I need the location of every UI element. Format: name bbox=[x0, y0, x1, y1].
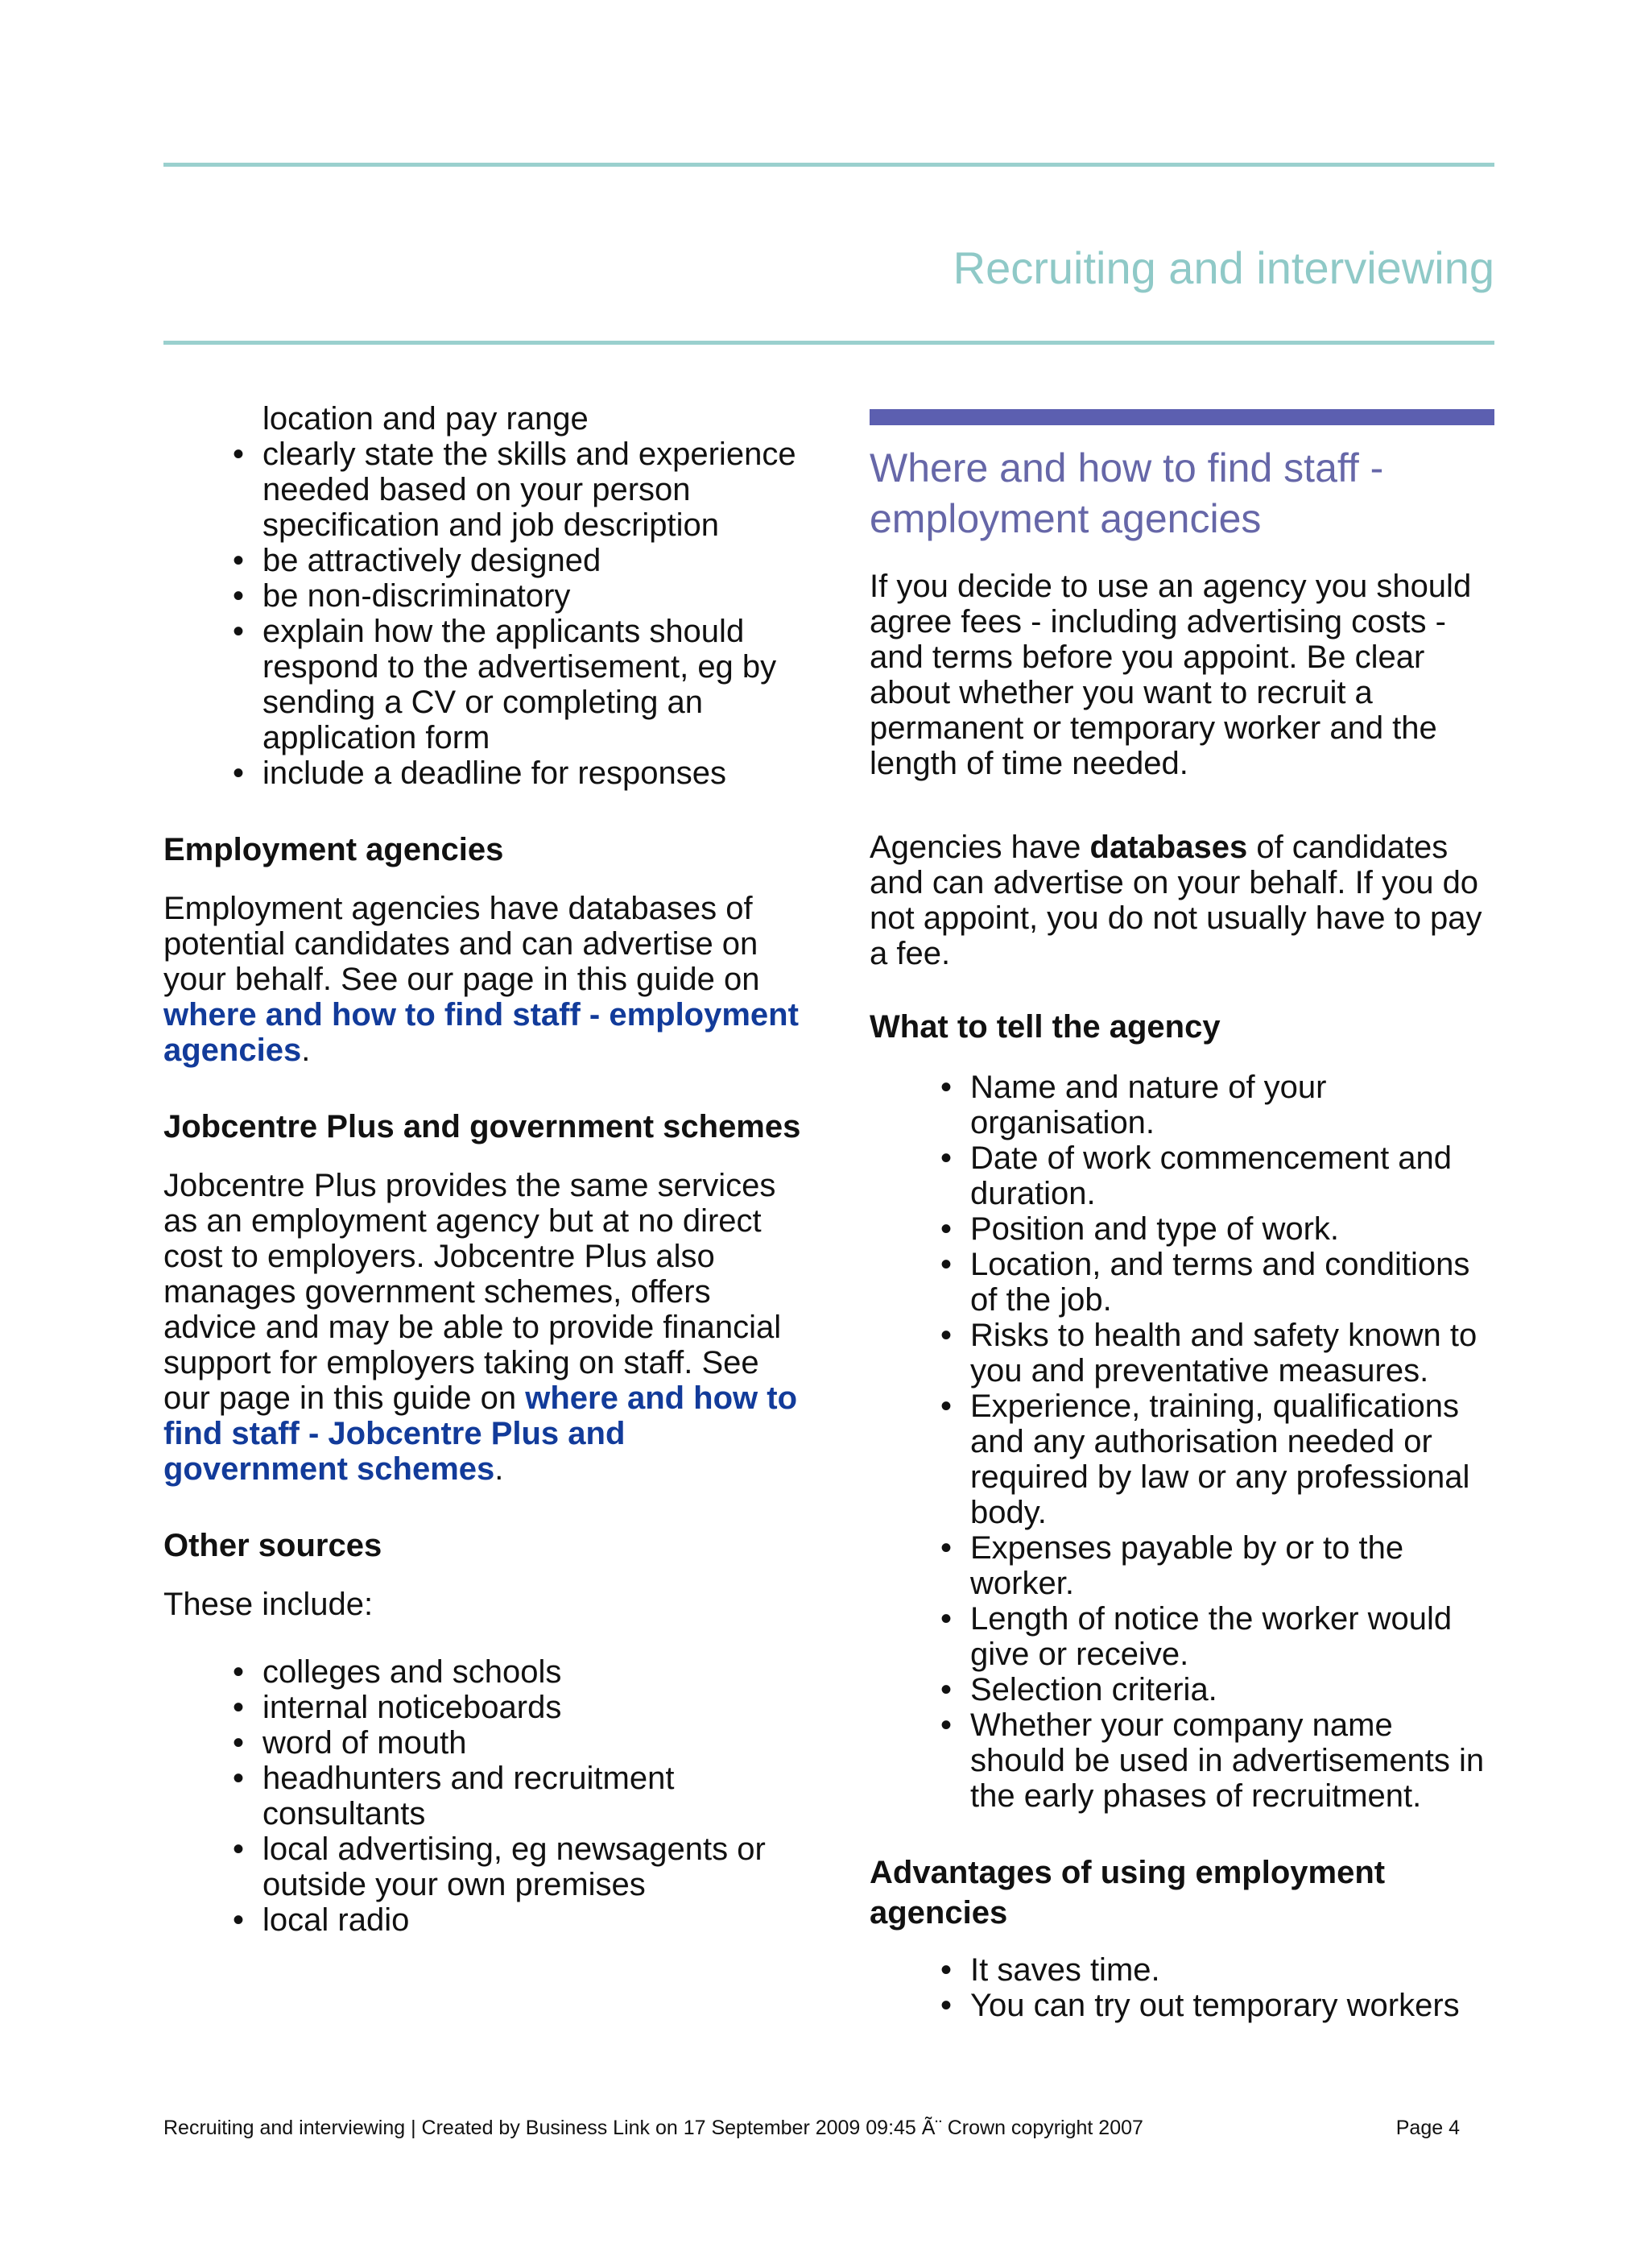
list-item: • Whether your company name should be used in advertisements in the early phases of recruitment. bbox=[970, 1707, 1494, 1814]
jobcentre-body: Jobcentre Plus provides the same services as an employment agency but at no direct cost to employers. Jobcentre Plus also manages government schemes, offers advice and may be able to provide financial support for employers taking on staff. See our page in this guide on bbox=[163, 1168, 782, 1416]
employment-agencies-heading: Employment agencies bbox=[163, 832, 504, 867]
list-item: • Length of notice the worker would give or receive. bbox=[970, 1601, 1494, 1672]
list-item: • word of mouth bbox=[262, 1725, 808, 1761]
other-sources-list bbox=[163, 1654, 808, 1938]
list-item: • Position and type of work. bbox=[970, 1211, 1494, 1247]
left-column bbox=[163, 401, 808, 1938]
advantages-list bbox=[870, 1952, 1494, 2023]
tell-agency-heading: What to tell the agency bbox=[870, 1009, 1221, 1045]
jobcentre-text bbox=[163, 1168, 808, 1487]
list-item: • Location, and terms and conditions of the job. bbox=[970, 1247, 1494, 1318]
other-sources-intro: These include: bbox=[163, 1587, 374, 1622]
para-text: of candidates and can advertise on your behalf. If you do not appoint, you do not usually have to pay a fee. bbox=[870, 830, 1482, 971]
list-item: • You can try out temporary workers bbox=[970, 1988, 1494, 2023]
list-item: • clearly state the skills and experience needed based on your person specification and job description bbox=[262, 437, 808, 543]
header-top-rule bbox=[163, 163, 1494, 167]
para-text: Agencies have bbox=[870, 830, 1081, 865]
page-footer bbox=[163, 2117, 1460, 2140]
punctuation: . bbox=[494, 1451, 504, 1487]
list-item: • colleges and schools bbox=[262, 1654, 808, 1690]
list-item: • local radio bbox=[262, 1902, 808, 1938]
tell-agency-list bbox=[870, 1070, 1494, 1814]
list-item: • It saves time. bbox=[970, 1952, 1494, 1988]
list-item: • headhunters and recruitment consultants bbox=[262, 1761, 808, 1831]
list-item: • Name and nature of your organisation. bbox=[970, 1070, 1494, 1140]
header-bottom-rule bbox=[163, 341, 1494, 345]
list-item: • local advertising, eg newsagents or outside your own premises bbox=[262, 1831, 808, 1902]
right-column bbox=[870, 409, 1494, 2023]
punctuation: . bbox=[301, 1033, 311, 1068]
list-item: • include a deadline for responses bbox=[262, 755, 808, 791]
list-item: • Expenses payable by or to the worker. bbox=[970, 1530, 1494, 1601]
employment-agencies-body: Employment agencies have databases of potential candidates and can advertise on your behalf. See our page in this guide on bbox=[163, 891, 760, 997]
jobcentre-heading: Jobcentre Plus and government schemes bbox=[163, 1109, 801, 1144]
list-item: • Risks to health and safety known to you and preventative measures. bbox=[970, 1318, 1494, 1389]
section-title: Where and how to find staff - employment agencies bbox=[870, 445, 1384, 541]
advert-tips-list bbox=[163, 437, 808, 791]
page-number: Page 4 bbox=[1395, 2117, 1460, 2139]
agency-fees-paragraph: If you decide to use an agency you should agree fees - including advertising costs - and terms before you appoint. Be clear about whether you want to recruit a permanent or temporary worker and the length of time needed. bbox=[870, 569, 1472, 781]
jobcentre-link[interactable]: where and how to find staff - Jobcentre Plus and government schemes bbox=[163, 1380, 798, 1487]
list-item: • Experience, training, qualifications and any authorisation needed or required by law or any professional body. bbox=[970, 1389, 1494, 1530]
footer-text: Recruiting and interviewing | Created by Business Link on 17 September 2009 09:45 Ã¨ Crown copyright 2007 bbox=[163, 2117, 1143, 2139]
other-sources-heading: Other sources bbox=[163, 1528, 382, 1563]
list-item: • explain how the applicants should respond to the advertisement, eg by sending a CV or completing an application form bbox=[262, 614, 808, 755]
list-item: • be non-discriminatory bbox=[262, 578, 808, 614]
page-title: Recruiting and interviewing bbox=[953, 242, 1494, 293]
section-accent-bar bbox=[870, 409, 1494, 425]
advantages-heading: Advantages of using employment agencies bbox=[870, 1855, 1386, 1931]
list-item: • Selection criteria. bbox=[970, 1672, 1494, 1707]
employment-agencies-text bbox=[163, 891, 808, 1068]
para-bold-text: databases bbox=[1089, 830, 1248, 865]
employment-agencies-link[interactable]: where and how to find staff - employment agencies bbox=[163, 997, 799, 1068]
list-item: • Date of work commencement and duration. bbox=[970, 1140, 1494, 1211]
agency-databases-paragraph bbox=[870, 830, 1494, 971]
list-item: • internal noticeboards bbox=[262, 1690, 808, 1725]
list-item: • be attractively designed bbox=[262, 543, 808, 578]
list-item-continuation: location and pay range bbox=[262, 401, 589, 437]
